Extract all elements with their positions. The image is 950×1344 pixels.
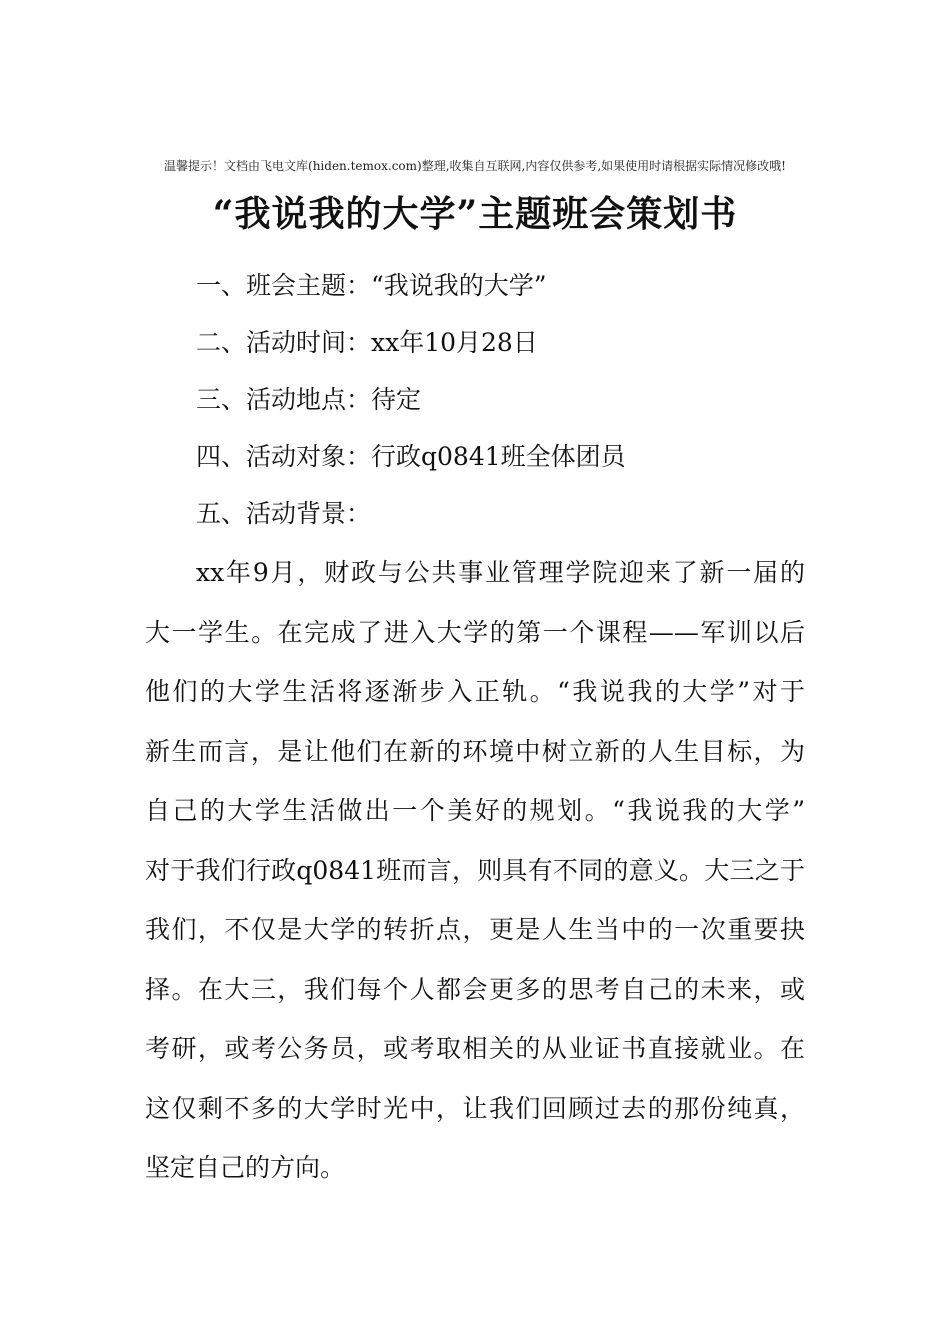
item-theme: 一、班会主题：“我说我的大学” (196, 271, 547, 300)
item-participants: 四、活动对象：行政q0841班全体团员 (196, 442, 626, 471)
paragraph-line: 考研，或考公务员，或考取相关的从业证书直接就业。在 (145, 1034, 805, 1063)
paragraph-line: 新生而言，是让他们在新的环境中树立新的人生目标，为 (145, 736, 805, 766)
paragraph-line: 他们的大学生活将逐渐步入正轨。“我说我的大学”对于 (145, 677, 805, 706)
document-title: “我说我的大学”主题班会策划书 (212, 193, 738, 235)
source-notice: 温馨提示！文档由飞电文库(hiden.temox.com)整理,收集自互联网,内容仅供参考,如果使用时请根据实际情况修改哦! (164, 159, 786, 173)
item-location: 三、活动地点：待定 (196, 385, 422, 414)
paragraph-line: 我们，不仅是大学的转折点，更是人生当中的一次重要抉 (145, 915, 805, 944)
paragraph-line: 自己的大学生活做出一个美好的规划。“我说我的大学” (145, 796, 805, 825)
item-time: 二、活动时间：xx年10月28日 (196, 328, 538, 357)
paragraph-line: 择。在大三，我们每个人都会更多的思考自己的未来，或 (145, 974, 805, 1004)
paragraph-line: 对于我们行政q0841班而言，则具有不同的意义。大三之于 (145, 855, 805, 885)
plan-item-list (196, 260, 626, 545)
background-paragraph (145, 543, 805, 1198)
item-background-heading: 五、活动背景： (196, 499, 372, 528)
paragraph-line: 坚定自己的方向。 (145, 1153, 346, 1182)
paragraph-line: xx年9月，财政与公共事业管理学院迎来了新一届的 (196, 558, 805, 587)
paragraph-line: 这仅剩不多的大学时光中，让我们回顾过去的那份纯真， (145, 1093, 805, 1123)
paragraph-line: 大一学生。在完成了进入大学的第一个课程——军训以后 (145, 617, 805, 647)
